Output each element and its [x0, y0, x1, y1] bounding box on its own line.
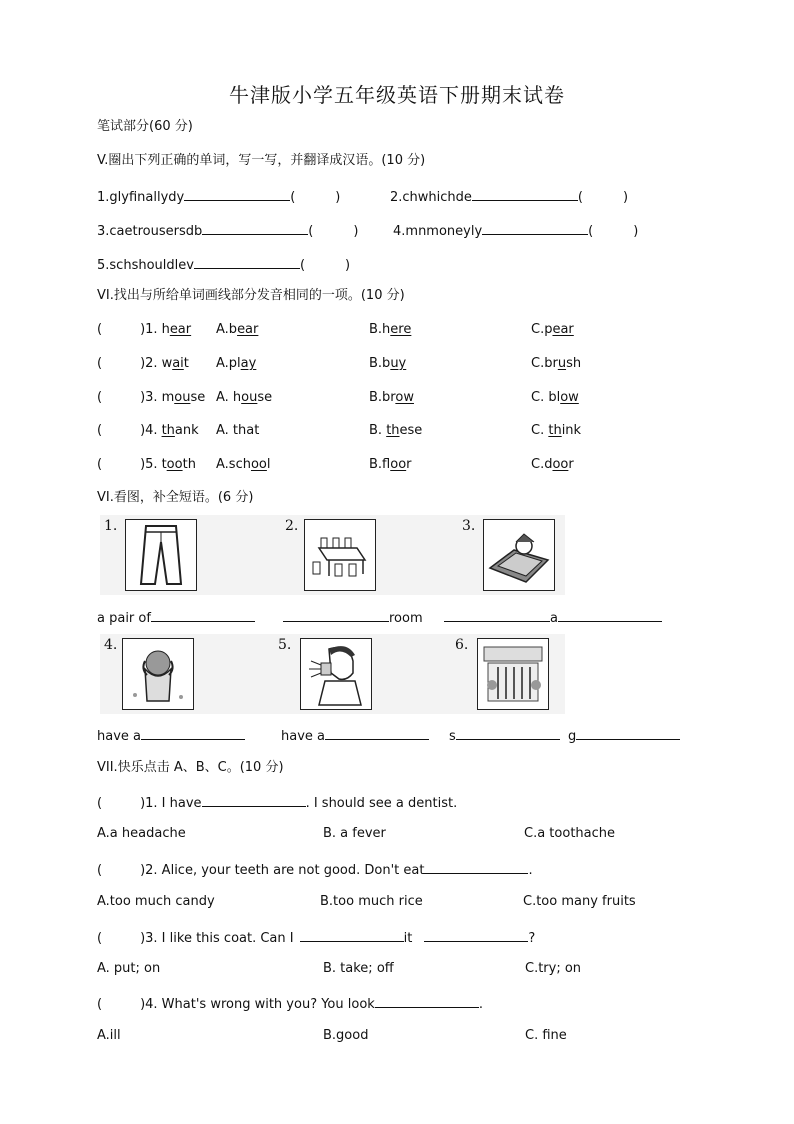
picture-number: 1.: [104, 518, 118, 534]
answer-blank[interactable]: [141, 725, 245, 740]
option-b[interactable]: B.floor: [369, 457, 412, 472]
phrase-3: a: [444, 607, 662, 628]
option-a[interactable]: A. house: [216, 390, 273, 405]
option-c[interactable]: C.brush: [531, 356, 582, 371]
option-b[interactable]: B.too much rice: [320, 894, 423, 909]
trousers-picture: [125, 519, 197, 591]
option-b[interactable]: B.here: [369, 322, 412, 337]
phrase-5: have a: [281, 725, 429, 746]
answer-blank[interactable]: [375, 993, 479, 1008]
option-c[interactable]: C.door: [531, 457, 574, 472]
option-b[interactable]: B.good: [323, 1028, 369, 1043]
answer-blank[interactable]: [444, 607, 550, 622]
question-1: ( )1. I have . I should see a dentist.: [97, 792, 457, 813]
target-word: tooth: [161, 457, 196, 472]
answer-blank[interactable]: [576, 725, 680, 740]
answer-blank[interactable]: [325, 725, 429, 740]
target-word: mouse: [161, 390, 206, 405]
answer-blank[interactable]: [194, 254, 300, 269]
picture-number: 5.: [278, 637, 292, 653]
question-3: ( )3. I like this coat. Can I it ?: [97, 927, 535, 948]
answer-blank[interactable]: [472, 186, 578, 201]
zoo-gate-picture: [477, 638, 549, 710]
section-vii-heading: VII.快乐点击 A、B、C。(10 分): [97, 760, 284, 775]
sec-v-item-4: 4.mnmoneyly ( ): [393, 220, 638, 241]
target-word: hear: [161, 322, 192, 337]
question-2: ( )2. Alice, your teeth are not good. Don't eat .: [97, 859, 533, 880]
option-c[interactable]: C.pear: [531, 322, 574, 337]
picture-number: 6.: [455, 637, 469, 653]
picture-number: 4.: [104, 637, 118, 653]
answer-blank[interactable]: [202, 792, 306, 807]
answer-blank[interactable]: [202, 220, 308, 235]
answer-blank[interactable]: [456, 725, 560, 740]
option-a[interactable]: A.school: [216, 457, 271, 472]
phrase-6: s: [449, 725, 560, 746]
target-word: thank: [161, 423, 199, 438]
answer-blank[interactable]: [424, 859, 528, 874]
option-b[interactable]: B. these: [369, 423, 423, 438]
sleeping-bed-picture: [483, 519, 555, 591]
pronunciation-question-4: ( )4. thank: [97, 423, 199, 438]
phrase-4: have a: [97, 725, 245, 746]
answer-blank[interactable]: [482, 220, 588, 235]
option-b[interactable]: B.brow: [369, 390, 414, 405]
target-word: wait: [161, 356, 189, 371]
picture-number: 2.: [285, 518, 299, 534]
option-a[interactable]: A.too much candy: [97, 894, 215, 909]
option-c[interactable]: C. fine: [525, 1028, 567, 1043]
answer-blank[interactable]: [184, 186, 290, 201]
section-vi-picture-heading: VI.看图，补全短语。(6 分): [97, 490, 254, 505]
option-b[interactable]: B. take; off: [323, 961, 394, 976]
answer-blank[interactable]: [283, 607, 389, 622]
option-a[interactable]: A. put; on: [97, 961, 161, 976]
option-c[interactable]: C.too many fruits: [523, 894, 636, 909]
option-c[interactable]: C.a toothache: [524, 826, 615, 841]
phrase-7: g: [568, 725, 680, 746]
sec-v-item-3: 3.caetrousersdb ( ): [97, 220, 358, 241]
option-a[interactable]: A.play: [216, 356, 257, 371]
item-label: 3.caetrousersdb: [97, 224, 203, 239]
section-vi-heading: VI.找出与所给单词画线部分发音相同的一项。(10 分): [97, 288, 405, 303]
option-b[interactable]: B.buy: [369, 356, 407, 371]
answer-blank[interactable]: [558, 607, 662, 622]
section-written-part: 笔试部分(60 分): [97, 119, 193, 134]
phrase-1: a pair of: [97, 607, 255, 628]
picture-number: 3.: [462, 518, 476, 534]
sec-v-item-2: 2.chwhichde ( ): [390, 186, 628, 207]
dining-room-picture: [304, 519, 376, 591]
headache-picture: [122, 638, 194, 710]
item-label: 1.glyfinallydy: [97, 190, 185, 205]
pronunciation-question-3: ( )3. mouse: [97, 390, 206, 405]
phrase-2: room: [283, 607, 423, 628]
section-v-heading: V.圈出下列正确的单词，写一写，并翻译成汉语。(10 分): [97, 153, 426, 168]
option-a[interactable]: A.bear: [216, 322, 259, 337]
sneezing-boy-picture: [300, 638, 372, 710]
option-c[interactable]: C.try; on: [525, 961, 582, 976]
option-a[interactable]: A. that: [216, 423, 260, 438]
page-title: 牛津版小学五年级英语下册期末试卷: [229, 83, 565, 107]
answer-blank[interactable]: [300, 927, 404, 942]
option-a[interactable]: A.ill: [97, 1028, 121, 1043]
sec-v-item-5: 5.schshouldlev ( ): [97, 254, 350, 275]
pronunciation-question-2: ( )2. wait: [97, 356, 189, 371]
item-label: 2.chwhichde: [390, 190, 472, 205]
option-a[interactable]: A.a headache: [97, 826, 186, 841]
pronunciation-question-5: ( )5. tooth: [97, 457, 196, 472]
item-label: 4.mnmoneyly: [393, 224, 483, 239]
option-c[interactable]: C. blow: [531, 390, 579, 405]
pronunciation-question-1: ( )1. hear: [97, 322, 192, 337]
question-4: ( )4. What's wrong with you? You look .: [97, 993, 483, 1014]
item-label: 5.schshouldlev: [97, 258, 194, 273]
answer-blank[interactable]: [424, 927, 528, 942]
option-c[interactable]: C. think: [531, 423, 582, 438]
sec-v-item-1: 1.glyfinallydy ( ): [97, 186, 340, 207]
answer-blank[interactable]: [151, 607, 255, 622]
option-b[interactable]: B. a fever: [323, 826, 386, 841]
